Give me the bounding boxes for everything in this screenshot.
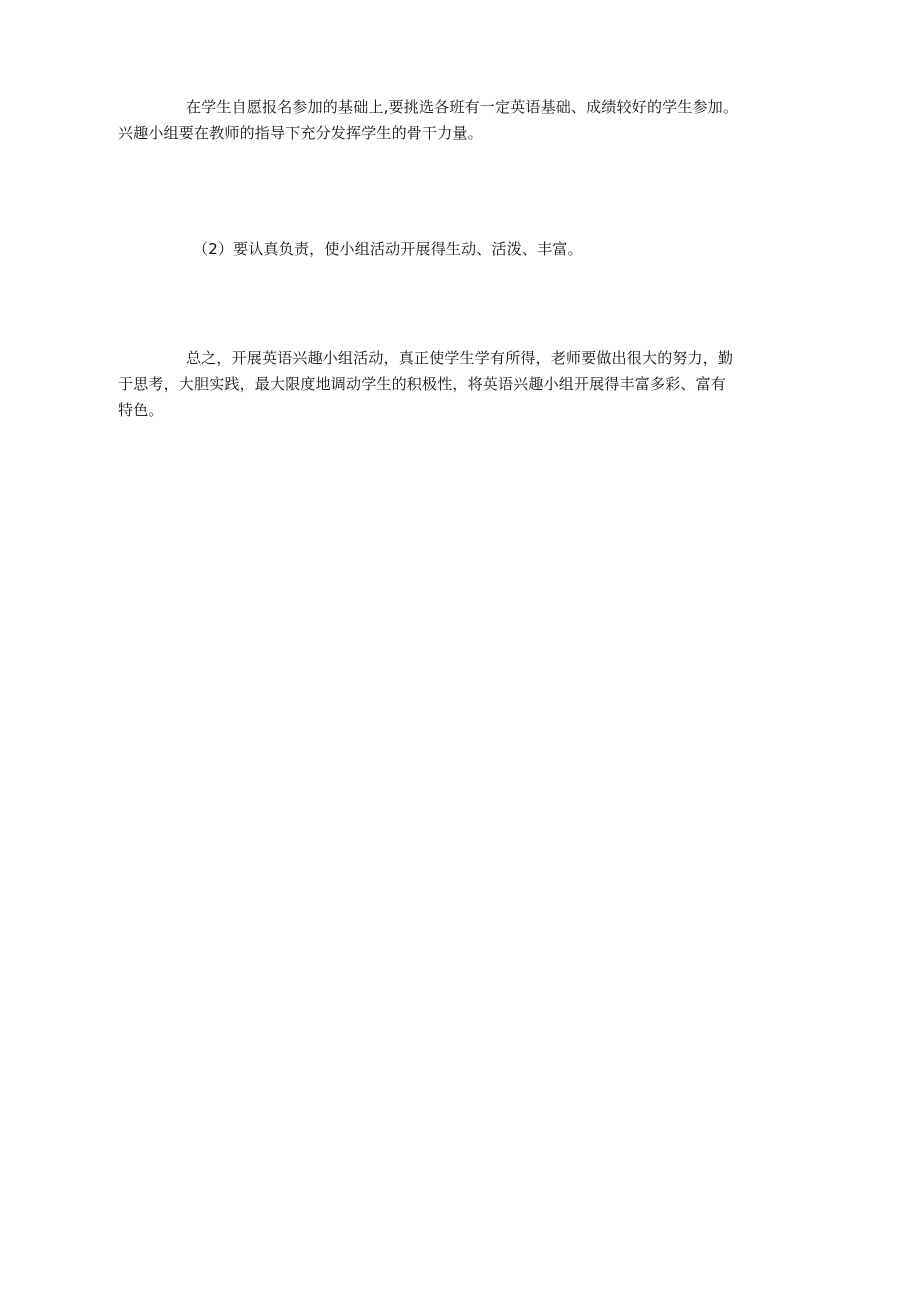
paragraph-student-selection	[118, 94, 808, 146]
text-line: （2）要认真负责，使小组活动开展得生动、活泼、丰富。	[193, 240, 583, 258]
text-line: 于思考，大胆实践，最大限度地调动学生的积极性，将英语兴趣小组开展得丰富多彩、富有	[118, 375, 727, 393]
text-line: 兴趣小组要在教师的指导下充分发挥学生的骨干力量。	[118, 124, 483, 142]
text-line: 特色。	[118, 401, 164, 419]
paragraph-item-2	[193, 236, 793, 262]
text-line: 在学生自愿报名参加的基础上,要挑选各班有一定英语基础、成绩较好的学生参加。	[186, 98, 739, 116]
text-line: 总之，开展英语兴趣小组活动，真正使学生学有所得，老师要做出很大的努力，勤	[186, 349, 734, 367]
paragraph-conclusion	[118, 345, 808, 423]
